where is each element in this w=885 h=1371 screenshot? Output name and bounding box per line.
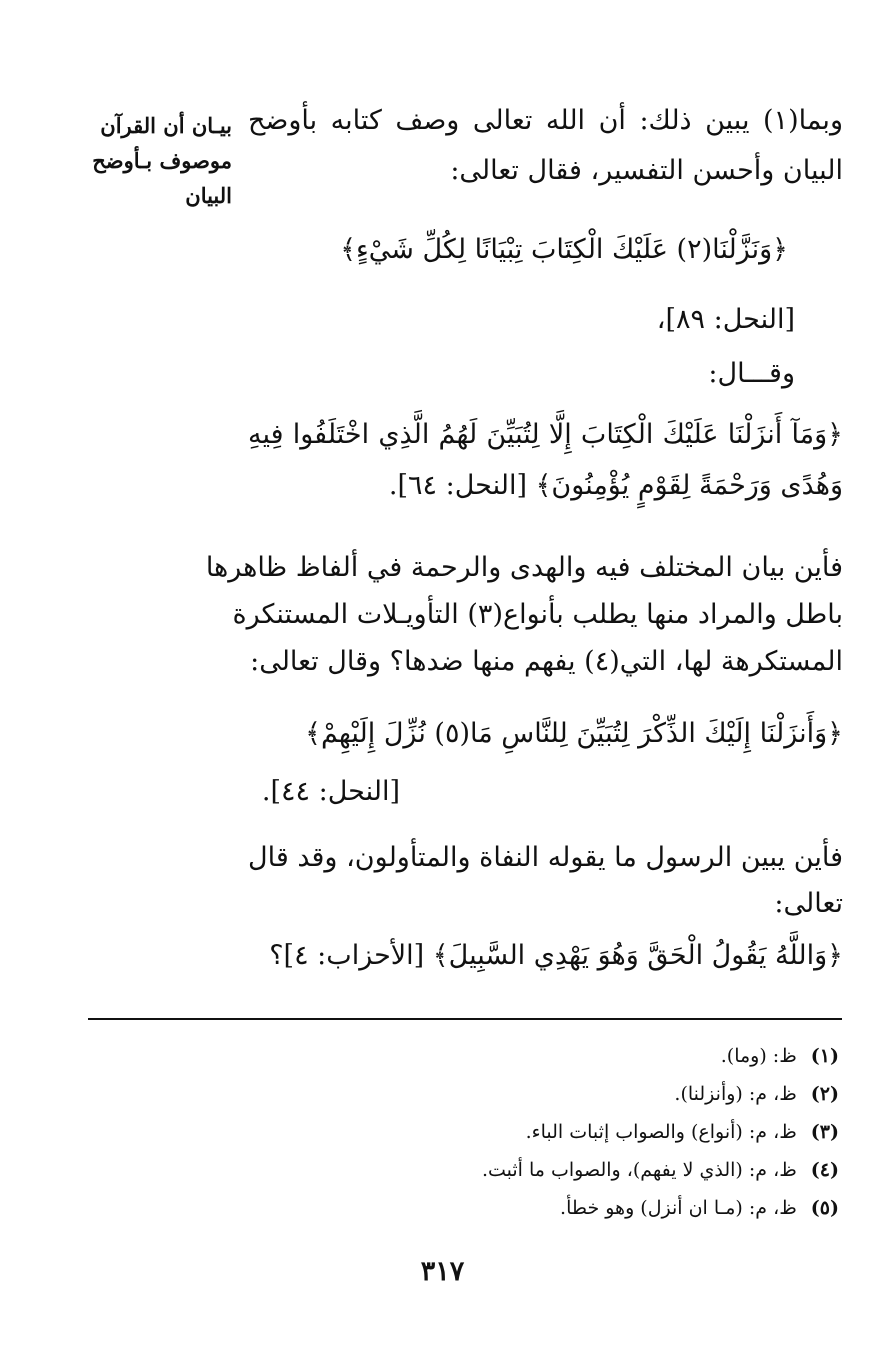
footnote-text: ظ: (وما). <box>720 1045 797 1067</box>
margin-note-line: بيـان أن القرآن <box>100 113 232 138</box>
footnote-text: ظ، م: (أنواع) والصواب إثبات الباء. <box>525 1121 797 1143</box>
footnote <box>79 1113 839 1151</box>
page-number: ٣١٧ <box>420 1256 465 1287</box>
quran-verse: ﴿وَأَنزَلْنَا إِلَيْكَ الذِّكْرَ لِتُبَيِّنَ لِلنَّاسِ مَا(٥) نُزِّلَ إِلَيْهِمْ﴾ <box>305 718 843 749</box>
quran-verse: ﴿وَاللَّهُ يَقُولُ الْحَقَّ وَهُوَ يَهْدِي السَّبِيلَ﴾ [الأحزاب: ٤]؟ <box>269 940 843 971</box>
margin-note-line: البيان <box>185 183 232 208</box>
margin-note <box>60 108 232 213</box>
footnote-separator <box>88 1018 842 1020</box>
footnote-text: ظ، م: (الذي لا يفهم)، والصواب ما أثبت. <box>481 1159 797 1181</box>
footnote-number: (٣) <box>810 1121 839 1143</box>
paragraph-line: تعالى: <box>774 888 843 919</box>
paragraph-line: باطل والمراد منها يطلب بأنواع(٣) التأويـلات المستنكرة <box>232 599 843 630</box>
footnotes <box>79 1037 839 1227</box>
footnote <box>79 1037 839 1075</box>
footnote-text: ظ، م: (وأنزلنا). <box>674 1083 797 1105</box>
quran-verse: وَهُدًى وَرَحْمَةً لِقَوْمٍ يُؤْمِنُونَ﴾ [النحل: ٦٤]. <box>388 470 843 501</box>
quran-verse: ﴿وَمَآ أَنزَلْنَا عَلَيْكَ الْكِتَابَ إِلَّا لِتُبَيِّنَ لَهُمُ الَّذِي اخْتَلَفُوا فِيهِ <box>248 419 843 450</box>
transition-text: وقـــال: <box>708 358 795 389</box>
footnote-number: (٢) <box>810 1083 839 1105</box>
margin-note-line: موصوف بـأوضح <box>92 148 232 173</box>
footnote <box>79 1075 839 1113</box>
paragraph-line: البيان وأحسن التفسير، فقال تعالى: <box>450 155 843 186</box>
footnote <box>79 1189 839 1227</box>
paragraph-line: وبما(١) يبين ذلك: أن الله تعالى وصف كتابه بأوضح <box>248 105 843 136</box>
verse-reference: [النحل: ٨٩]، <box>656 304 795 335</box>
paragraph-line: المستكرهة لها، التي(٤) يفهم منها ضدها؟ وقال تعالى: <box>250 646 843 677</box>
quran-verse: ﴿وَنَزَّلْنَا(٢) عَلَيْكَ الْكِتَابَ تِبْيَانًا لِكُلِّ شَيْءٍ﴾ <box>340 234 788 265</box>
footnote-number: (١) <box>810 1045 839 1067</box>
verse-reference: [النحل: ٤٤]. <box>261 776 400 807</box>
footnote-text: ظ، م: (مـا ان أنزل) وهو خطأ. <box>560 1197 797 1219</box>
footnote-number: (٤) <box>810 1159 839 1181</box>
footnote <box>79 1151 839 1189</box>
footnote-number: (٥) <box>810 1197 839 1219</box>
paragraph-line: فأين بيان المختلف فيه والهدى والرحمة في ألفاظ ظاهرها <box>205 552 843 583</box>
paragraph-line: فأين يبين الرسول ما يقوله النفاة والمتأولون، وقد قال <box>248 842 843 873</box>
